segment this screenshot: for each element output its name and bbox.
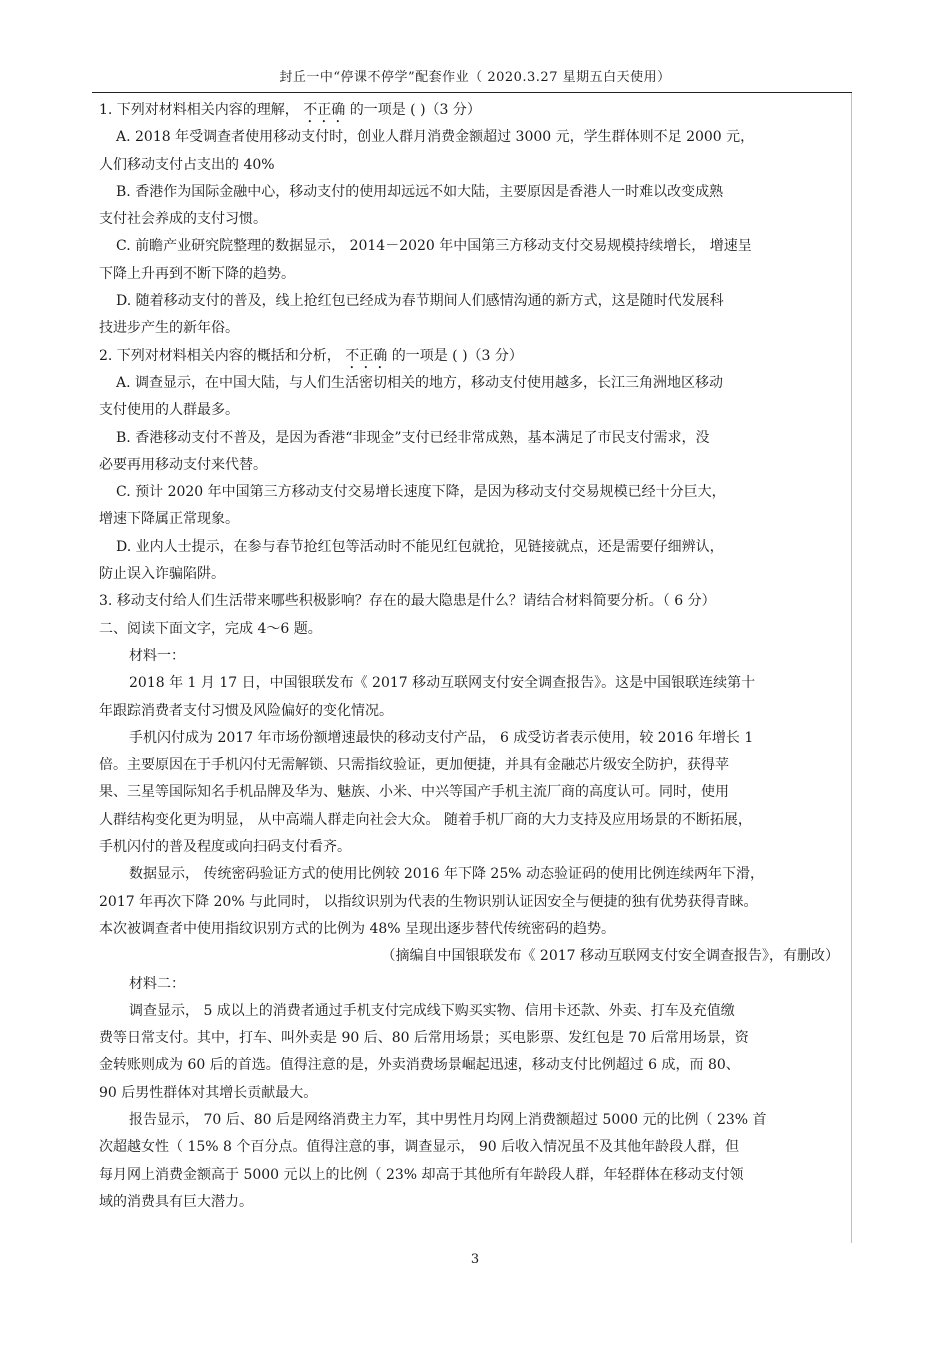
q1-option-d-cont: 技进步产生的新年俗。 bbox=[99, 320, 239, 337]
q1-option-d: D. 随着移动支付的普及，线上抢红包已经成为春节期间人们感情沟通的新方式，这是随时代发展科 bbox=[116, 293, 724, 310]
q2-option-d-cont: 防止误入诈骗陷阱。 bbox=[99, 566, 225, 583]
right-margin-line bbox=[851, 93, 852, 1243]
material-2-label: 材料二： bbox=[129, 975, 185, 992]
question-1-stem bbox=[99, 97, 851, 124]
material-1-line: 本次被调查者中使用指纹识别方式的比例为 48% 呈现出逐步替代传统密码的趋势。 bbox=[99, 920, 616, 937]
material-2-line: 报告显示， 70 后、80 后是网络消费主力军，其中男性月均网上消费额超过 5000 元的比例（ 23% 首 bbox=[129, 1111, 767, 1128]
page-header: 封丘一中“停课不停学”配套作业（ 2020.3.27 星期五白天使用） bbox=[279, 70, 671, 85]
header-divider bbox=[92, 92, 852, 93]
question-2-stem bbox=[99, 343, 851, 370]
q2-option-b: B. 香港移动支付不普及，是因为香港“非现金”支付已经非常成熟，基本满足了市民支付需求，没 bbox=[116, 429, 710, 446]
material-1-line: 人群结构变化更为明显， 从中高端人群走向社会大众。 随着手机厂商的大力支持及应用场景的不断拓展， bbox=[99, 811, 752, 828]
q2-option-d: D. 业内人士提示，在参与春节抢红包等活动时不能见红包就抢，见链接就点，还是需要仔细辨认， bbox=[116, 538, 724, 555]
material-1-source: （摘编自中国银联发布《 2017 移动互联网支付安全调查报告》，有删改） bbox=[381, 948, 839, 965]
q1-option-b-cont: 支付社会养成的支付习惯。 bbox=[99, 211, 267, 228]
material-1-line: 果、三星等国际知名手机品牌及华为、魅族、小米、中兴等国产手机主流厂商的高度认可。同时，使用 bbox=[99, 784, 729, 801]
material-2-line: 次超越女性（ 15% 8 个百分点。值得注意的事，调查显示， 90 后收入情况虽不及其他年龄段人群，但 bbox=[99, 1139, 740, 1156]
question-1-emphasis: 不正确 bbox=[303, 102, 346, 118]
material-2-line: 域的消费具有巨大潜力。 bbox=[99, 1193, 253, 1210]
material-1-line: 2017 年再次下降 20% 与此同时， 以指纹识别为代表的生物识别认证因安全与便捷的独有优势获得青睐。 bbox=[99, 893, 758, 910]
material-2-line: 每月网上消费金额高于 5000 元以上的比例（ 23% 却高于其他所有年龄段人群，年轻群体在移动支付领 bbox=[99, 1166, 744, 1183]
q1-option-c-cont: 下降上升再到不断下降的趋势。 bbox=[99, 265, 295, 282]
q2-option-c-cont: 增速下降属正常现象。 bbox=[99, 511, 239, 528]
q2-option-c: C. 预计 2020 年中国第三方移动支付交易增长速度下降，是因为移动支付交易规模已经十分巨大， bbox=[116, 484, 726, 501]
q2-option-a: A. 调查显示，在中国大陆，与人们生活密切相关的地方，移动支付使用越多，长江三角洲地区移动 bbox=[116, 374, 724, 391]
material-2-line: 金转账则成为 60 后的首选。值得注意的是，外卖消费场景崛起迅速，移动支付比例超过 6 成，而 80、 bbox=[99, 1057, 740, 1074]
material-1-label: 材料一： bbox=[129, 647, 185, 664]
material-1-line: 年跟踪消费者支付习惯及风险偏好的变化情况。 bbox=[99, 702, 393, 719]
q1-option-c: C. 前瞻产业研究院整理的数据显示， 2014－2020 年中国第三方移动支付交易规模持续增长， 增速呈 bbox=[116, 238, 752, 255]
material-1-line: 倍。主要原因在于手机闪付无需解锁、只需指纹验证，更加便捷，并具有金融芯片级安全防护，获得苹 bbox=[99, 757, 729, 774]
document-body bbox=[99, 97, 851, 1216]
material-2-line: 调查显示， 5 成以上的消费者通过手机支付完成线下购买实物、信用卡还款、外卖、打车及充值缴 bbox=[129, 1002, 735, 1019]
question-3: 3. 移动支付给人们生活带来哪些积极影响？存在的最大隐患是什么？请结合材料简要分析。（ 6 分） bbox=[99, 593, 716, 610]
question-2-text-end: 的一项是 ( )（3 分） bbox=[387, 347, 523, 364]
question-1-text-end: 的一项是 ( )（3 分） bbox=[345, 102, 481, 118]
material-1-line: 2018 年 1 月 17 日，中国银联发布《 2017 移动互联网支付安全调查报告》。这是中国银联连续第十 bbox=[129, 675, 756, 692]
page-number: 3 bbox=[470, 1252, 480, 1267]
question-2-text: 2. 下列对材料相关内容的概括和分析， bbox=[99, 347, 346, 364]
q2-option-a-cont: 支付使用的人群最多。 bbox=[99, 402, 239, 419]
material-1-line: 数据显示， 传统密码验证方式的使用比例较 2016 年下降 25% 动态验证码的使用比例连续两年下滑， bbox=[129, 866, 764, 883]
question-1-text: 1. 下列对材料相关内容的理解， bbox=[99, 102, 304, 118]
q2-option-b-cont: 必要再用移动支付来代替。 bbox=[99, 456, 267, 473]
material-2-line: 90 后男性群体对其增长贡献最大。 bbox=[99, 1084, 318, 1101]
q1-option-a-cont: 人们移动支付占支出的 40% bbox=[99, 156, 275, 173]
q1-option-b: B. 香港作为国际金融中心，移动支付的使用却远远不如大陆，主要原因是香港人一时难以改变成熟 bbox=[116, 183, 724, 200]
question-2-emphasis: 不正确 bbox=[345, 347, 388, 364]
section-2-title: 二、阅读下面文字，完成 4～6 题。 bbox=[99, 620, 322, 637]
material-1-line: 手机闪付成为 2017 年市场份额增速最快的移动支付产品， 6 成受访者表示使用，较 2016 年增长 1 bbox=[129, 729, 754, 746]
material-2-line: 费等日常支付。其中，打车、叫外卖是 90 后、80 后常用场景；买电影票、发红包是 70 后常用场景，资 bbox=[99, 1030, 749, 1047]
q1-option-a: A. 2018 年受调查者使用移动支付时，创业人群月消费金额超过 3000 元，学生群体则不足 2000 元， bbox=[116, 129, 755, 146]
material-1-line: 手机闪付的普及程度或向扫码支付看齐。 bbox=[99, 839, 351, 856]
